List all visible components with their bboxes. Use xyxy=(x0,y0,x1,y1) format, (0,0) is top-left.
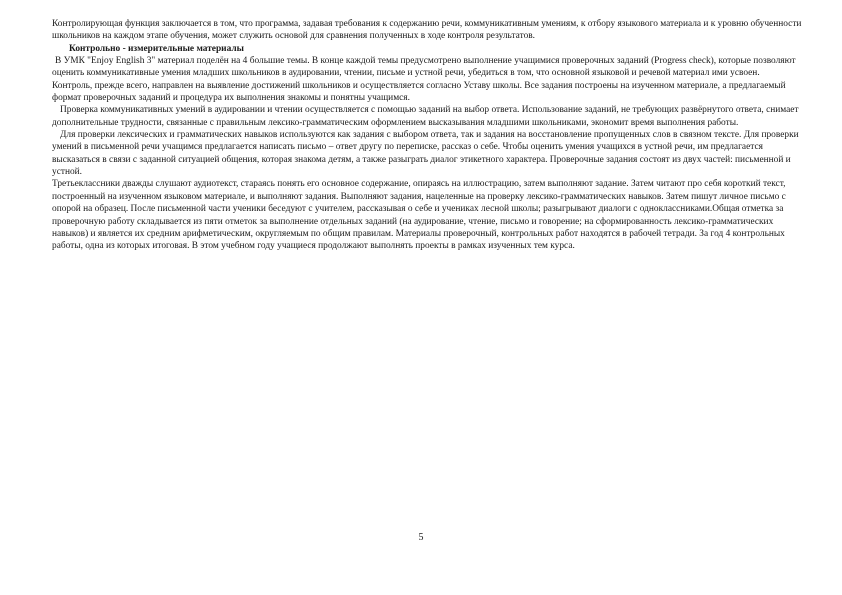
paragraph-control-function: Контролирующая функция заключается в том, что программа, задавая требования к содержанию речи, коммуникативным умениям, к отбору языкового материала и к уровню обученности школьников на каждом этапе обучения, может служить основой для сравнения полученных в ходе контроля результатов. xyxy=(52,19,802,42)
paragraph-third-graders: Третьеклассники дважды слушают аудиотекст, стараясь понять его основное содержание, опираясь на иллюстрацию, затем выполняют задание. Затем читают про себя короткий текст, построенный на изученном языковом материале, и выполняют задания. Выполняют задания, нацеленные на проверку лексико-грамматических навыков. Затем пишут личное письмо с опорой на образец. После письменной части ученики беседуют с учителем, рассказывая о себе и учениках лесной школы; разыгрывают диалоги с одноклассниками.Общая отметка за проверочную работу складывается из пяти отметок за выполнение отдельных заданий (на аудирование, чтение, письмо и говорение; на сформированность лексико-грамматических навыков) и является их средним арифметическим, округляемым по общим правилам. Материалы проверочный, контрольных работ находятся в рабочей тетради. За год 4 контрольных работы, одна из которых итоговая. В этом учебном году учащиеся продолжают выполнять проекты в рамках изученных тем курса. xyxy=(52,179,786,252)
paragraph-listening-reading: Проверка коммуникативных умений в аудировании и чтении осуществляется с помощью заданий на выбор ответа. Использование заданий, не требующих развёрнутого ответа, снимает дополнительные трудности, связанные с правильным лексико-грамматическим оформлением высказывания младшими школьниками, экономит время выполнения работы. xyxy=(52,105,799,128)
paragraph-lexical-grammar: Для проверки лексических и грамматических навыков используются как задания с выбором ответа, так и задания на восстановление пропущенных слов в связном тексте. Для проверки умений в письменной речи учащимся предлагается написать письмо – ответ другу по переписке, рассказ о себе. Чтобы оценить умения учащихся в устной речи, им предлагается высказаться в связи с заданной ситуацией общения, которая знакома детям, а также разыграть диалог этикетного характера. Проверочные задания состоят из двух частей: письменной и устной. xyxy=(52,130,799,178)
paragraph-umk: В УМК "Enjoy English 3" материал поделён на 4 большие темы. В конце каждой темы предусмотрено выполнение учащимися проверочных заданий (Progress check), которые позволяют оценить коммуникативные умения младших школьников в аудировании, чтении, письме и устной речи, убедиться в том, что основной языковой и речевой материал ими усвоен. Контроль, прежде всего, направлен на выявление достижений школьников и осуществляется согласно Уставу школы. Все задания построены на изученном материале, а предлагаемый формат проверочных заданий и процедура их выполнения знакомы и понятны учащимся. xyxy=(52,56,796,104)
section-heading: Контрольно - измерительные материалы xyxy=(69,43,244,54)
page-number: 5 xyxy=(418,532,424,543)
document-body xyxy=(52,18,802,253)
